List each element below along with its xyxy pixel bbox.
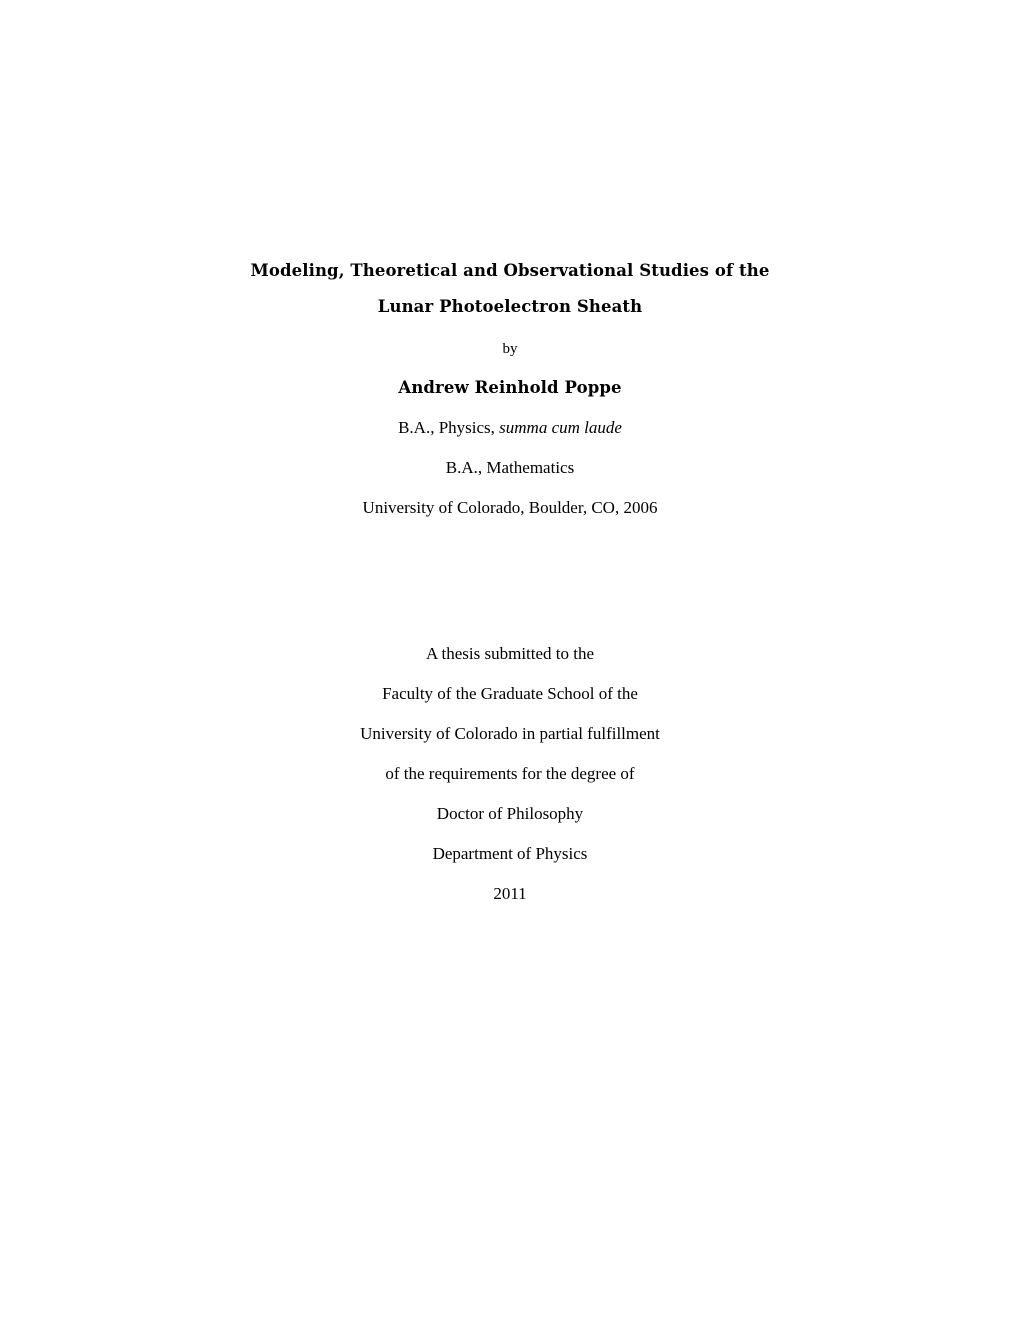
degree-physics [0, 417, 1020, 439]
degree-name: Doctor of Philosophy [436, 804, 584, 823]
degree-physics-text: B.A., Physics, [398, 418, 500, 437]
submission-line-2: Faculty of the Graduate School of the [382, 684, 638, 703]
submission-line-3: University of Colorado in partial fulfillment [360, 724, 660, 743]
thesis-title-line-2: Lunar Photoelectron Sheath [377, 297, 643, 316]
department: Department of Physics [432, 844, 588, 863]
prior-institution: University of Colorado, Boulder, CO, 2006 [362, 498, 658, 517]
submission-line-1: A thesis submitted to the [425, 644, 595, 663]
author-name: Andrew Reinhold Poppe [398, 378, 622, 397]
degree-honor: summa cum laude [499, 418, 622, 437]
by-label: by [502, 341, 518, 357]
degree-mathematics: B.A., Mathematics [445, 458, 575, 477]
submission-year: 2011 [493, 884, 527, 903]
submission-line-4: of the requirements for the degree of [385, 764, 635, 783]
thesis-title-line-1: Modeling, Theoretical and Observational Studies of the [250, 261, 770, 280]
